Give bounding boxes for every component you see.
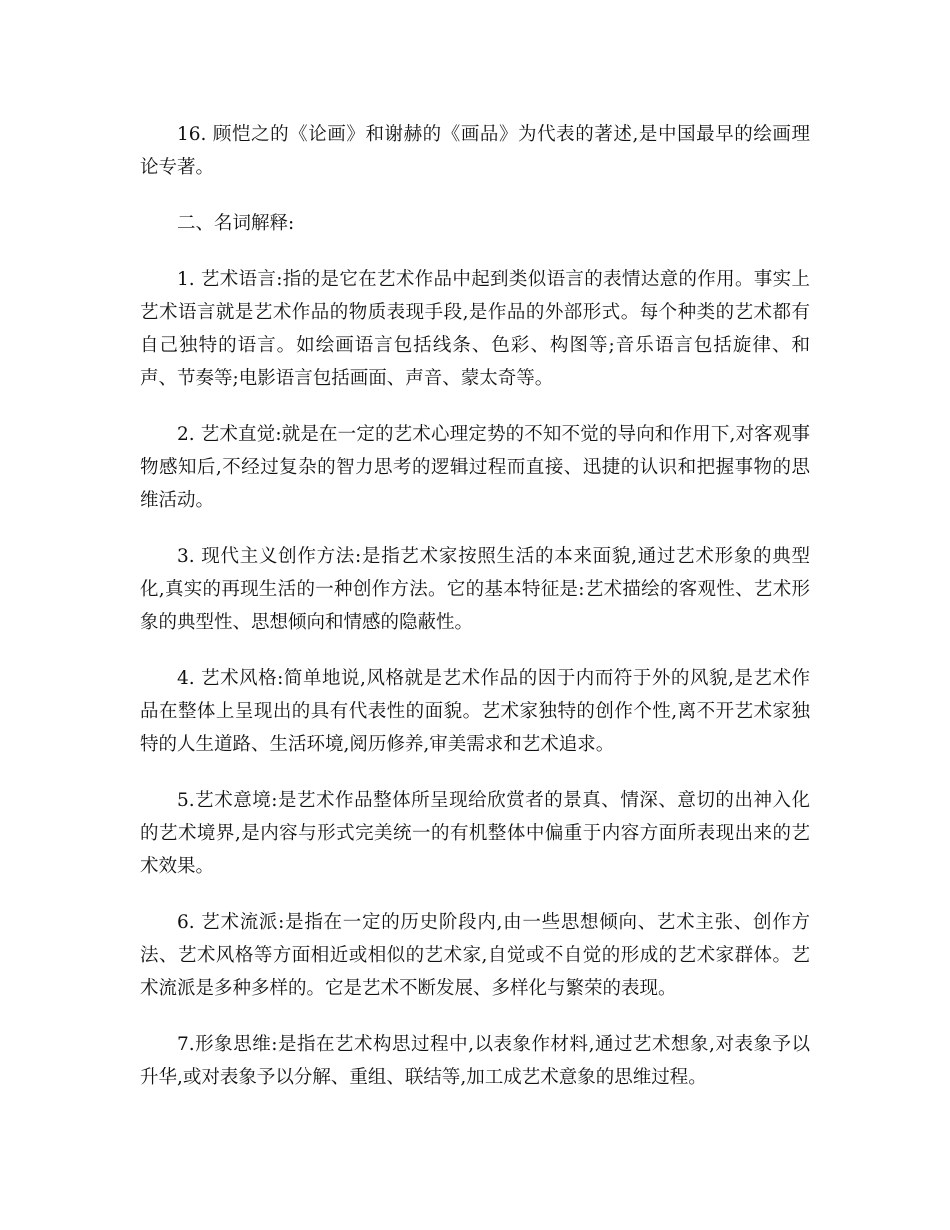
definition-creative-method: 3. 现代主义创作方法:是指艺术家按照生活的本来面貌,通过艺术形象的典型化,真实的再现生活的一种创作方法。它的基本特征是:艺术描绘的客观性、艺术形象的典型性、思想倾向和情感的隐蔽性。 — [140, 546, 810, 633]
definition-art-style: 4. 艺术风格:简单地说,风格就是艺术作品的因于内而符于外的风貌,是艺术作品在整体上呈现出的具有代表性的面貌。艺术家独特的创作个性,离不开艺术家独特的人生道路、生活环境,阅历修养,审美需求和艺术追求。 — [140, 668, 810, 755]
definition-art-language: 1. 艺术语言:指的是它在艺术作品中起到类似语言的表情达意的作用。事实上艺术语言就是艺术作品的物质表现手段,是作品的外部形式。每个种类的艺术都有自己独特的语言。如绘画语言包括线条、色彩、构图等;音乐语言包括旋律、和声、节奏等;电影语言包括画面、声音、蒙太奇等。 — [140, 269, 810, 389]
document-page — [140, 118, 810, 1117]
definition-image-thinking: 7.形象思维:是指在艺术构思过程中,以表象作材料,通过艺术想象,对表象予以升华,或对表象予以分解、重组、联结等,加工成艺术意象的思维过程。 — [140, 1034, 810, 1088]
definition-artistic-conception: 5.艺术意境:是艺术作品整体所呈现给欣赏者的景真、情深、意切的出神入化的艺术境界,是内容与形式完美统一的有机整体中偏重于内容方面所表现出来的艺术效果。 — [140, 790, 810, 877]
definition-art-intuition: 2. 艺术直觉:就是在一定的艺术心理定势的不知不觉的导向和作用下,对客观事物感知后,不经过复杂的智力思考的逻辑过程而直接、迅捷的认识和把握事物的思维活动。 — [140, 424, 810, 511]
definition-art-school: 6. 艺术流派:是指在一定的历史阶段内,由一些思想倾向、艺术主张、创作方法、艺术风格等方面相近或相似的艺术家,自觉或不自觉的形成的艺术家群体。艺术流派是多种多样的。它是艺术不断发展、多样化与繁荣的表现。 — [140, 912, 810, 999]
section-heading-terms: 二、名词解释: — [177, 213, 295, 234]
paragraph-item-16: 16. 顾恺之的《论画》和谢赫的《画品》为代表的著述,是中国最早的绘画理论专著。 — [140, 124, 810, 178]
